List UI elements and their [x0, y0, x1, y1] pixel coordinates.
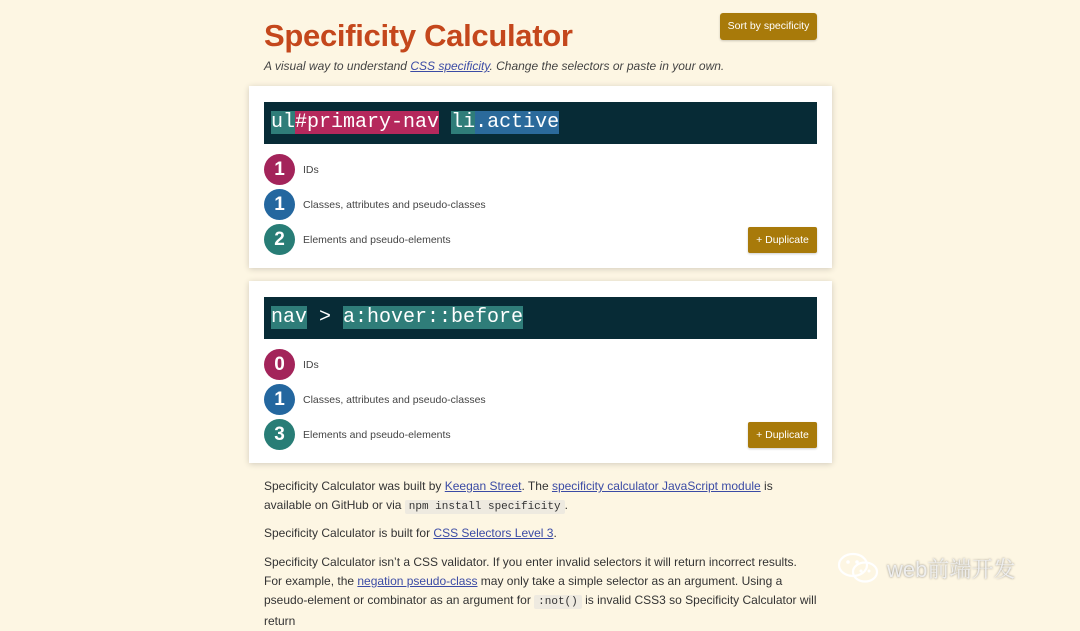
subtitle-text-end: . Change the selectors or paste in your own.: [489, 59, 725, 73]
selector-input[interactable]: [264, 102, 817, 144]
info-text: is invalid CSS3 so Specificity Calculator will return: [264, 593, 817, 628]
info-text: Specificity Calculator isn’t a CSS validator. If you enter invalid selectors it will return incorrect results. For example, the: [264, 555, 797, 588]
ids-count: 1: [264, 154, 295, 185]
info-text: may only take a simple selector as an argument. Using a pseudo-element or combinator as an argument for: [264, 574, 783, 607]
selector-token-id: #primary-nav: [295, 111, 440, 134]
css-specificity-link[interactable]: CSS specificity: [410, 59, 490, 73]
classes-row: [264, 382, 486, 417]
info-text: .: [564, 498, 568, 512]
selector-token-class: .active: [475, 111, 560, 134]
selector-input[interactable]: [264, 297, 817, 339]
selector-token-space: [439, 111, 451, 134]
sort-by-specificity-button[interactable]: Sort by specificity: [720, 13, 817, 40]
info-text: .: [553, 526, 557, 540]
specificity-counts: [264, 347, 486, 452]
selector-token-element: nav: [271, 306, 308, 329]
css-selectors-level-3-link[interactable]: CSS Selectors Level 3: [433, 526, 554, 540]
elements-count: 2: [264, 224, 295, 255]
duplicate-button[interactable]: + Duplicate: [748, 422, 817, 448]
classes-count: 1: [264, 189, 295, 220]
ids-row: [264, 152, 486, 187]
ids-count: 0: [264, 349, 295, 380]
subtitle-text: A visual way to understand: [264, 59, 411, 73]
elements-row: [264, 417, 486, 452]
header: [249, 0, 832, 86]
elements-row: [264, 222, 486, 257]
selector-card: [249, 281, 832, 463]
elements-count: 3: [264, 419, 295, 450]
info-text: Specificity Calculator was built by: [264, 479, 445, 493]
info-text: is available on GitHub or via: [264, 479, 773, 512]
selector-token-element: li: [451, 111, 476, 134]
ids-label: IDs: [303, 163, 319, 176]
classes-label: Classes, attributes and pseudo-classes: [303, 198, 486, 211]
info-text: . The: [521, 479, 552, 493]
ids-label: IDs: [303, 358, 319, 371]
info-text: Specificity Calculator is built for: [264, 526, 434, 540]
duplicate-button[interactable]: + Duplicate: [748, 227, 817, 253]
specificity-counts: [264, 152, 486, 257]
keegan-street-link[interactable]: Keegan Street: [444, 479, 522, 493]
watermark-text: web前端开发: [887, 556, 1016, 582]
classes-row: [264, 187, 486, 222]
selector-card: [249, 86, 832, 268]
selector-token-element: a:hover::before: [343, 306, 524, 329]
page-title: Specificity Calculator: [264, 18, 573, 53]
info-paragraph-validator: [264, 553, 817, 631]
negation-pseudo-class-link[interactable]: negation pseudo-class: [357, 574, 478, 588]
js-module-link[interactable]: specificity calculator JavaScript module: [551, 479, 761, 493]
page-subtitle: [264, 59, 724, 73]
info-paragraph-selectors: [264, 524, 817, 543]
page: [249, 0, 832, 628]
elements-label: Elements and pseudo-elements: [303, 428, 451, 441]
elements-label: Elements and pseudo-elements: [303, 233, 451, 246]
npm-command: npm install specificity: [405, 500, 565, 514]
classes-label: Classes, attributes and pseudo-classes: [303, 393, 486, 406]
info-paragraph-credits: [264, 477, 817, 517]
selector-token-element: ul: [271, 111, 296, 134]
not-code: :not(): [534, 595, 582, 609]
ids-row: [264, 347, 486, 382]
wechat-icon: [837, 552, 881, 584]
selector-token-combinator: >: [307, 306, 344, 329]
watermark: [837, 552, 1015, 584]
classes-count: 1: [264, 384, 295, 415]
